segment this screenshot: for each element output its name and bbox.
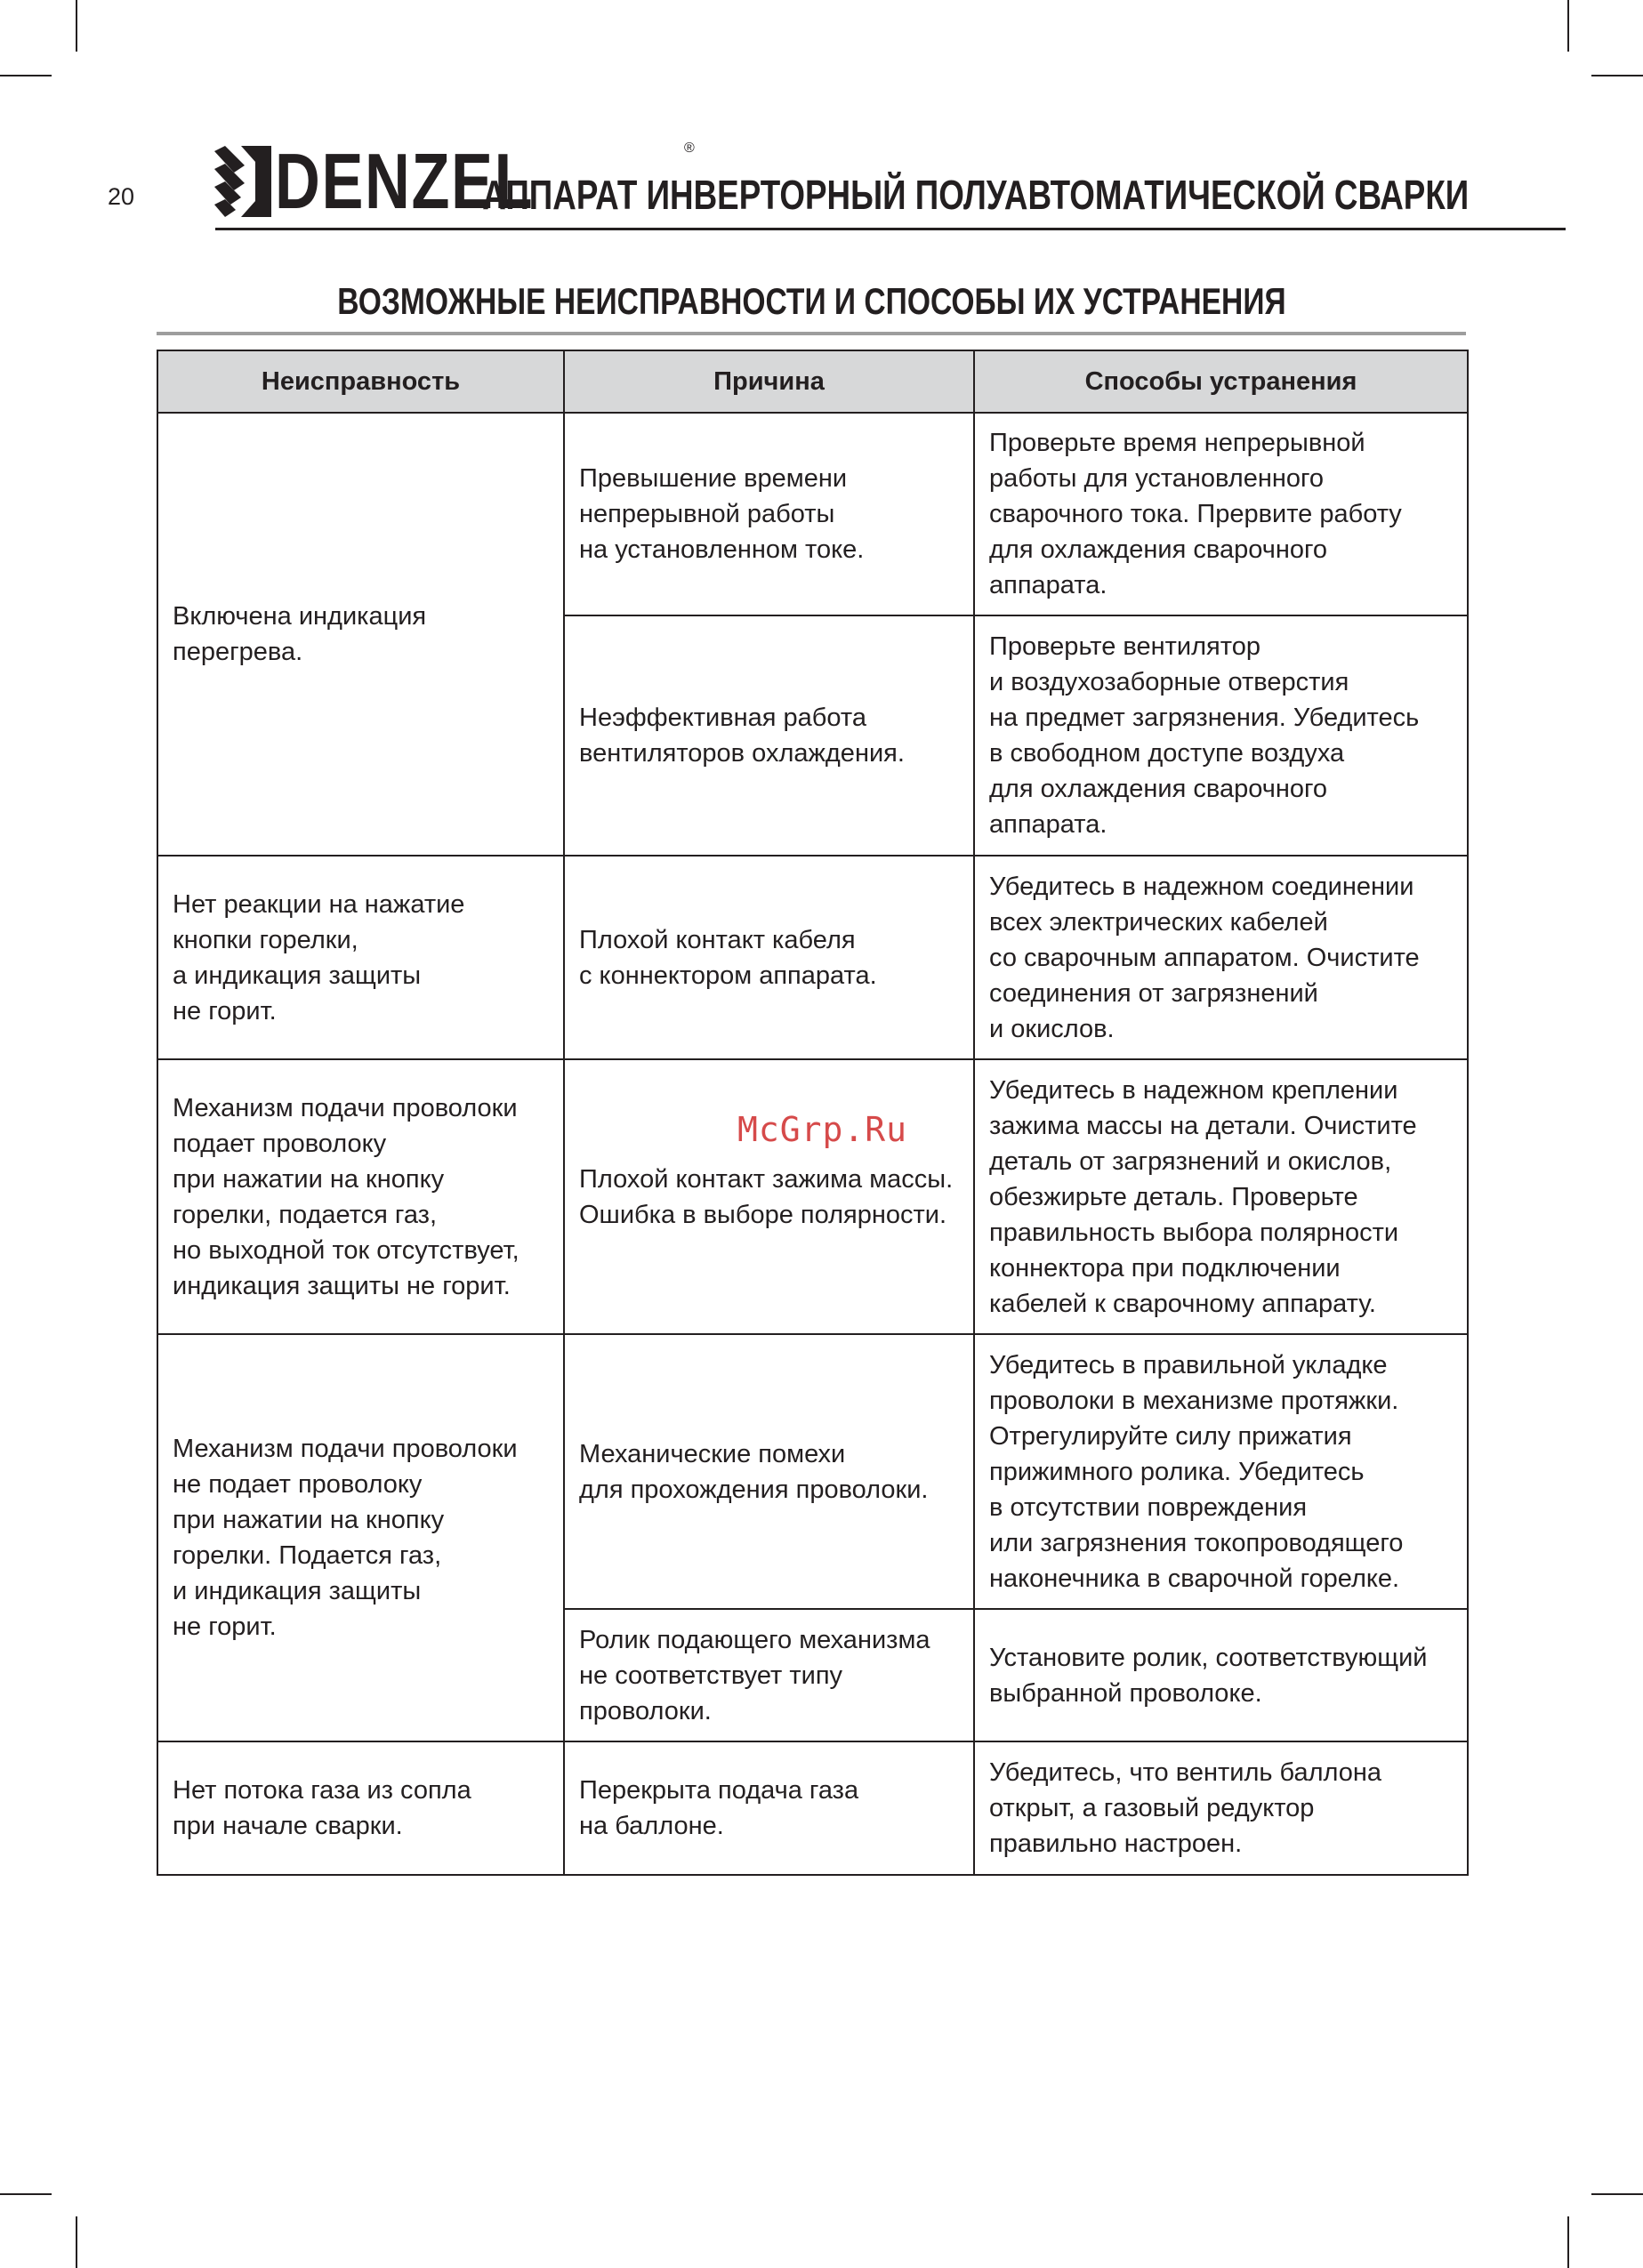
crop-mark bbox=[1567, 0, 1569, 52]
remedy-cell: Установите ролик, соответствующий выбранной проволоке. bbox=[974, 1609, 1468, 1741]
fault-cell: Включена индикация перегрева. bbox=[157, 413, 564, 856]
crop-mark bbox=[76, 0, 77, 52]
section-title-text: ВОЗМОЖНЫЕ НЕИСПРАВНОСТИ И СПОСОБЫ ИХ УСТРАНЕНИЯ bbox=[336, 280, 1286, 322]
crop-mark bbox=[0, 75, 52, 76]
crop-mark bbox=[1591, 2193, 1643, 2195]
document-title: АППАРАТ ИНВЕРТОРНЫЙ ПОЛУАВТОМАТИЧЕСКОЙ СВАРКИ bbox=[482, 172, 1469, 218]
column-header-fault: Неисправность bbox=[157, 350, 564, 413]
crop-mark bbox=[1567, 2216, 1569, 2268]
section-divider bbox=[157, 332, 1466, 335]
remedy-cell: Убедитесь в надежном креплении зажима массы на детали. Очистите деталь от загрязнений и окислов, обезжирьте деталь. Проверьте правильность выбора полярности коннектора при подключении кабелей к сварочному аппарату. bbox=[974, 1059, 1468, 1334]
brand-wordmark: DENZEL bbox=[275, 137, 535, 225]
remedy-cell: Проверьте время непрерывной работы для установленного сварочного тока. Прервите работу для охлаждения сварочного аппарата. bbox=[974, 413, 1468, 615]
cause-cell: Плохой контакт кабеля с коннектором аппарата. bbox=[564, 856, 974, 1059]
table-header-row bbox=[157, 350, 1468, 413]
fault-cell: Механизм подачи проволоки подает проволоку при нажатии на кнопку горелки, подается газ, но выходной ток отсутствует, индикация защиты не горит. bbox=[157, 1059, 564, 1334]
cause-cell: Плохой контакт зажима массы. Ошибка в выборе полярности. bbox=[564, 1059, 974, 1334]
table-row bbox=[157, 1334, 1468, 1609]
table-row bbox=[157, 1741, 1468, 1875]
denzel-emblem-icon bbox=[214, 146, 271, 217]
table-row bbox=[157, 413, 1468, 615]
cause-cell: Превышение времени непрерывной работы на установленном токе. bbox=[564, 413, 974, 615]
column-header-cause: Причина bbox=[564, 350, 974, 413]
crop-mark bbox=[1591, 75, 1643, 76]
crop-mark bbox=[76, 2216, 77, 2268]
remedy-cell: Убедитесь в надежном соединении всех электрических кабелей со сварочным аппаратом. Очистите соединения от загрязнений и окислов. bbox=[974, 856, 1468, 1059]
watermark-text: McGrp.Ru bbox=[737, 1110, 908, 1149]
column-header-remedy: Способы устранения bbox=[974, 350, 1468, 413]
fault-cell: Нет реакции на нажатие кнопки горелки, а индикация защиты не горит. bbox=[157, 856, 564, 1059]
remedy-cell: Убедитесь в правильной укладке проволоки в механизме протяжки. Отрегулируйте силу прижатия прижимного ролика. Убедитесь в отсутствии повреждения или загрязнения токопроводящего наконечника в сварочной горелке. bbox=[974, 1334, 1468, 1609]
page-number: 20 bbox=[108, 183, 135, 210]
cause-cell: Перекрыта подача газа на баллоне. bbox=[564, 1741, 974, 1875]
registered-mark: ® bbox=[684, 141, 695, 156]
fault-cell: Механизм подачи проволоки не подает проволоку при нажатии на кнопку горелки. Подается газ, и индикация защиты не горит. bbox=[157, 1334, 564, 1741]
table-row bbox=[157, 1059, 1468, 1334]
fault-cell: Нет потока газа из сопла при начале сварки. bbox=[157, 1741, 564, 1875]
cause-cell: Механические помехи для прохождения проволоки. bbox=[564, 1334, 974, 1609]
section-title bbox=[157, 280, 1466, 323]
remedy-cell: Убедитесь, что вентиль баллона открыт, а газовый редуктор правильно настроен. bbox=[974, 1741, 1468, 1875]
cause-cell: Ролик подающего механизма не соответствует типу проволоки. bbox=[564, 1609, 974, 1741]
remedy-cell: Проверьте вентилятор и воздухозаборные отверстия на предмет загрязнения. Убедитесь в свободном доступе воздуха для охлаждения сварочного аппарата. bbox=[974, 615, 1468, 856]
header-divider bbox=[215, 228, 1568, 230]
crop-mark bbox=[0, 2193, 52, 2195]
cause-cell: Неэффективная работа вентиляторов охлаждения. bbox=[564, 615, 974, 856]
table-row bbox=[157, 856, 1468, 1059]
